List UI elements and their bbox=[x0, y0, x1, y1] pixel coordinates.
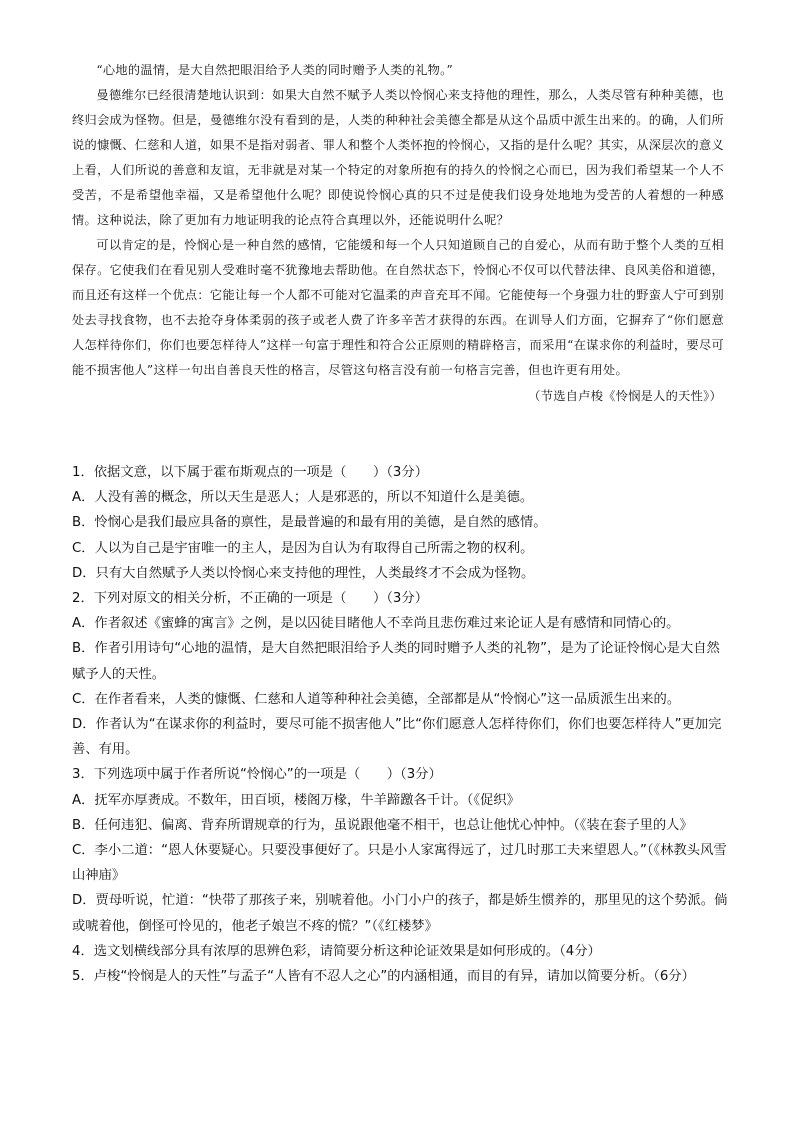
option-d: D．作者认为“在谋求你的利益时，要尽可能不损害他人”比“你们愿意人怎样待你们，你们也要怎样待人”更加完善、有用。 bbox=[72, 717, 722, 758]
option-c: C．人以为自己是宇宙唯一的主人，是因为自认为有取得自己所需之物的权利。 bbox=[72, 540, 534, 556]
question-stem: 1．依据文意，以下属于霍布斯观点的一项是（ ）（3分） bbox=[72, 465, 428, 480]
passage-paragraph-1: “心地的温情，是大自然把眼泪给予人类的同时赠予人类的礼物。” bbox=[96, 63, 454, 77]
question-3 bbox=[72, 762, 728, 938]
question-list bbox=[72, 460, 728, 989]
option-b: B．作者引用诗句“心地的温情，是大自然把眼泪给予人类的同时赠予人类的礼物”，是为了论证怜悯心是大自然赋予人的天性。 bbox=[72, 641, 720, 682]
option-b: B．任何违犯、偏离、背弃所谓规章的行为，虽说跟他毫不相干，也总让他忧心忡忡。（《装在套子里的人》 bbox=[72, 817, 693, 833]
question-5 bbox=[72, 964, 728, 989]
option-d: D．只有大自然赋予人类以怜悯心来支持他的理性，人类最终才不会成为怪物。 bbox=[72, 565, 535, 581]
option-c: C．李小二道：“恩人休要疑心。只要没事便好了。只是小人家寓得远了，过几时那工夫来望恩人。”（《林教头风雪山神庙》 bbox=[72, 843, 727, 884]
question-2 bbox=[72, 586, 728, 762]
passage-paragraph-2: 曼德维尔已经很清楚地认识到：如果大自然不赋予人类以怜悯心来支持他的理性，那么，人类尽管有种种美德，也终归会成为怪物。但是，曼德维尔没有看到的是，人类的种种社会美德全都是从这个品质中派生出来的。的确，人们所说的慷慨、仁慈和人道，如果不是指对弱者、罪人和整个人类怀抱的怜悯心，又指的是什么呢？其实，从深层次的意义上看，人们所说的善意和友谊，无非就是对某一个特定的对象所抱有的持久的怜悯之心而已，因为我们希望某一个人不受苦，不是希望他幸福，又是希望他什么呢？即使说怜悯心真的只不过是使我们设身处地地为受苦的人着想的一种感情。这种说法，除了更加有力地证明我的论点符合真理以外，还能说明什么呢？ bbox=[72, 88, 724, 227]
question-stem: 5．卢梭“怜悯是人的天性”与孟子“人皆有不忍人之心”的内涵相通，而目的有异，请加以简要分析。（6分） bbox=[72, 969, 695, 985]
option-b: B．怜悯心是我们最应具备的禀性，是最普遍的和最有用的美德，是自然的感情。 bbox=[72, 515, 547, 531]
question-stem: 2．下列对原文的相关分析，不正确的一项是（ ）（3分） bbox=[72, 591, 428, 607]
reading-passage bbox=[72, 58, 724, 409]
passage-source: （节选自卢梭《怜悯是人的天性》） bbox=[528, 389, 722, 403]
option-a: A．作者叙述《蜜蜂的寓言》之例，是以囚徒目睹他人不幸尚且悲伤难过来论证人是有感情和同情心的。 bbox=[72, 616, 680, 632]
question-4 bbox=[72, 939, 728, 964]
passage-paragraph-3: 可以肯定的是，怜悯心是一种自然的感情，它能缓和每一个人只知道顾自己的自爱心，从而有助于整个人类的互相保存。它使我们在看见别人受难时毫不犹豫地去帮助他。在自然状态下，怜悯心不仅可以代替法律、良风美俗和道德，而且还有这样一个优点：它能让每一个人都不可能对它温柔的声音充耳不闻。它能使每一个身强力壮的野蛮人宁可到别处去寻找食物，也不去抢夺身体柔弱的孩子或老人费了许多辛苦才获得的东西。在训导人们方面，它摒弃了“你们愿意人怎样待你们，你们也要怎样待人”这样一句富于理性和符合公正原则的精辟格言，而采用“在谋求你的利益时，要尽可能不损害他人”这样一句出自善良天性的格言，尽管这句格言没有前一句格言完善，但也许更有用处。 bbox=[72, 238, 724, 377]
option-a: A．人没有善的概念，所以天生是恶人；人是邪恶的，所以不知道什么是美德。 bbox=[72, 490, 534, 506]
question-stem: 3．下列选项中属于作者所说“怜悯心”的一项是（ ）（3分） bbox=[72, 767, 442, 783]
option-c: C．在作者看来，人类的慷慨、仁慈和人道等种种社会美德，全部都是从“怜悯心”这一品质派生出来的。 bbox=[72, 691, 681, 707]
option-d: D．贾母听说，忙道：“快带了那孩子来，别唬着他。小门小户的孩子，都是娇生惯养的，那里见的这个势派。倘或唬着他，倒怪可怜见的，他老子娘岂不疼的慌？”（《红楼梦》 bbox=[72, 893, 728, 934]
question-stem: 4．选文划横线部分具有浓厚的思辨色彩，请简要分析这种论证效果是如何形成的。（4分） bbox=[72, 943, 601, 959]
option-a: A．抚军亦厚赉成。不数年，田百顷，楼阁万椽，牛羊蹄躈各千计。（《促织》 bbox=[72, 792, 520, 808]
question-1 bbox=[72, 460, 728, 586]
